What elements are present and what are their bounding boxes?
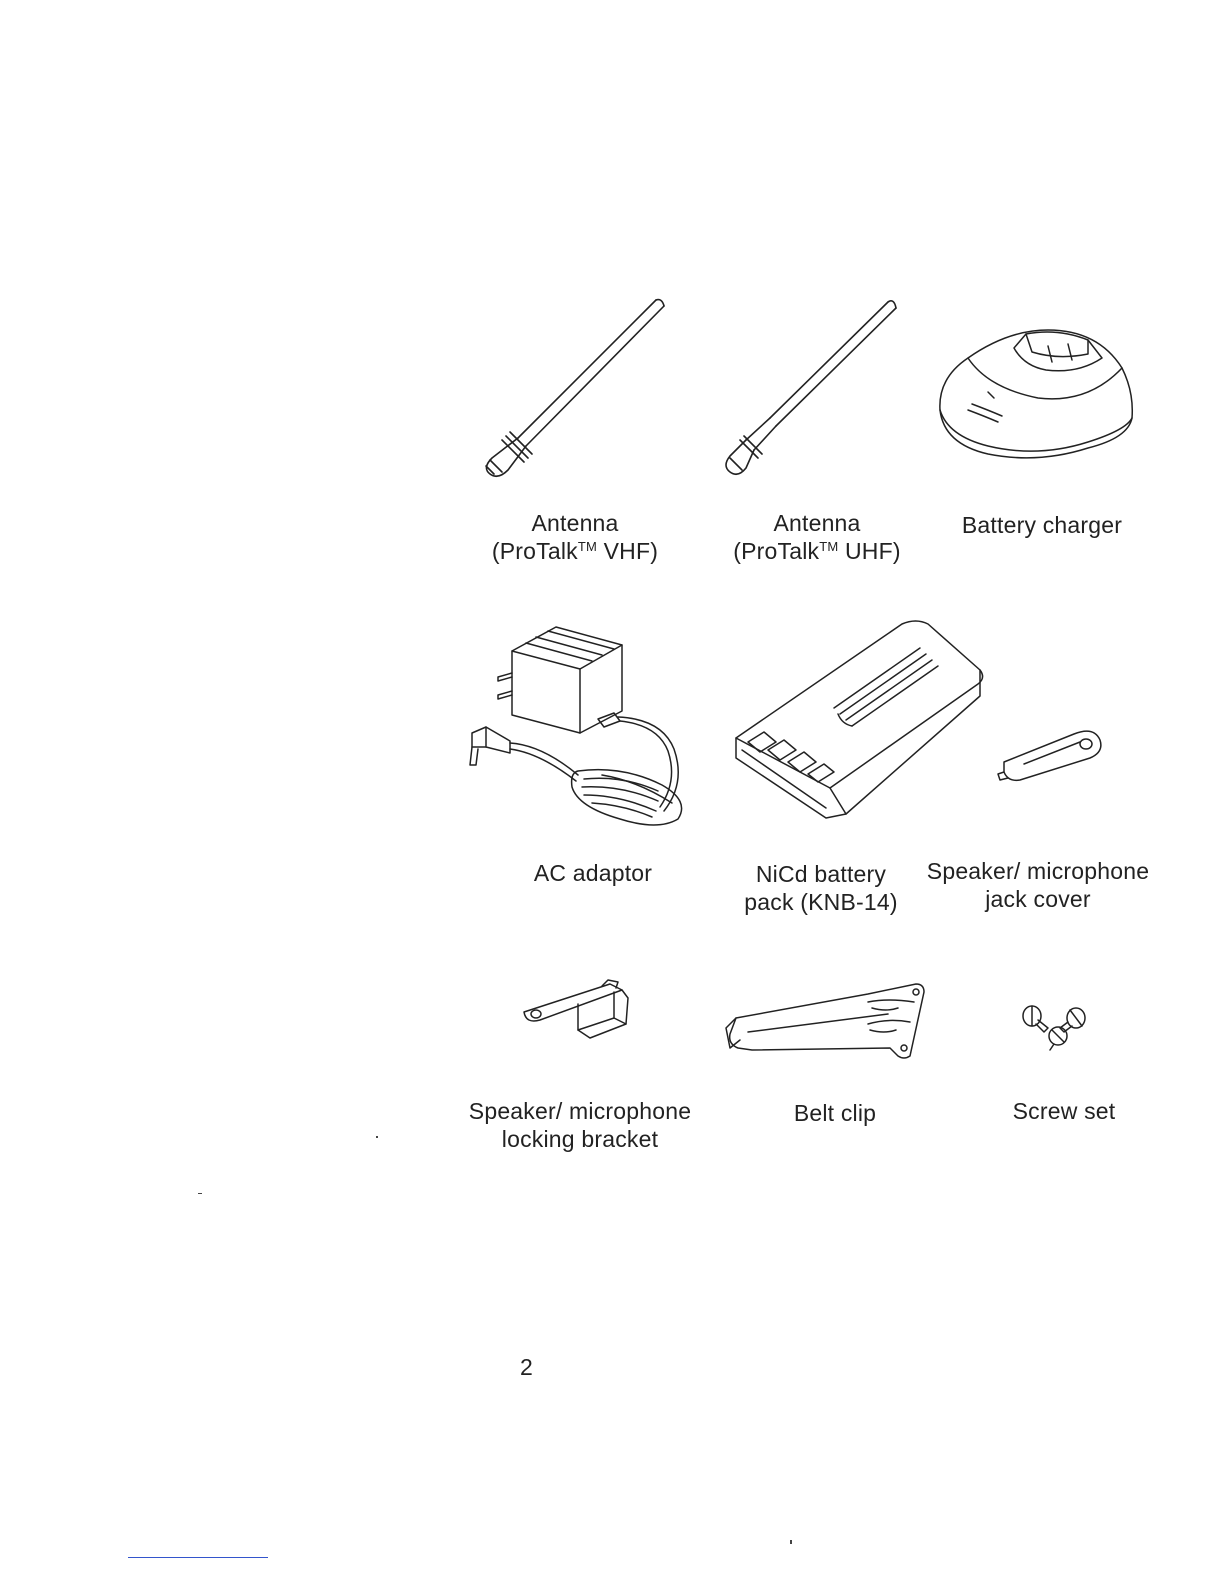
ac-adaptor-illustration (452, 615, 702, 835)
caption-antenna-uhf (712, 509, 922, 565)
antenna-uhf-illustration (712, 290, 912, 480)
caption-line: Speaker/ microphone (468, 1098, 692, 1124)
page-number: 2 (520, 1354, 533, 1380)
caption-text: (ProTalk (733, 538, 820, 564)
trademark-symbol: TM (819, 539, 839, 554)
caption-line: Antenna (531, 510, 619, 536)
scan-speck (198, 1193, 202, 1194)
caption-nicd-battery-pack (716, 860, 926, 916)
caption-jack-cover (918, 857, 1158, 913)
caption-battery-charger (942, 511, 1142, 539)
locking-bracket-illustration (518, 978, 638, 1048)
caption-line: jack cover (985, 886, 1091, 912)
caption-line (712, 537, 922, 565)
battery-charger-illustration (928, 318, 1138, 468)
caption-line: NiCd battery (755, 861, 887, 887)
screw-set-illustration (1018, 998, 1090, 1050)
caption-text: UHF) (838, 538, 901, 564)
caption-text: (ProTalk (491, 538, 578, 564)
scan-speck (790, 1540, 792, 1544)
caption-line: AC adaptor (533, 860, 653, 886)
jack-cover-illustration (994, 720, 1106, 782)
footer-rule (128, 1557, 268, 1558)
antenna-vhf-illustration (470, 290, 670, 480)
caption-line: Battery charger (961, 512, 1123, 538)
scan-speck (376, 1136, 378, 1138)
trademark-symbol: TM (577, 539, 598, 554)
caption-belt-clip (770, 1099, 900, 1127)
nicd-battery-illustration (730, 618, 990, 828)
caption-locking-bracket (452, 1097, 708, 1153)
caption-line: Speaker/ microphone (926, 858, 1150, 884)
caption-line: Antenna (773, 510, 861, 536)
caption-text: VHF) (597, 538, 659, 564)
caption-line: locking bracket (501, 1126, 659, 1152)
caption-line: pack (KNB-14) (744, 889, 898, 915)
caption-ac-adaptor (498, 859, 688, 887)
caption-antenna-vhf (470, 509, 680, 565)
caption-screw-set (996, 1097, 1132, 1125)
caption-line: Screw set (1012, 1098, 1116, 1124)
caption-line: Belt clip (793, 1100, 877, 1126)
belt-clip-illustration (718, 978, 928, 1062)
caption-line (470, 537, 680, 565)
